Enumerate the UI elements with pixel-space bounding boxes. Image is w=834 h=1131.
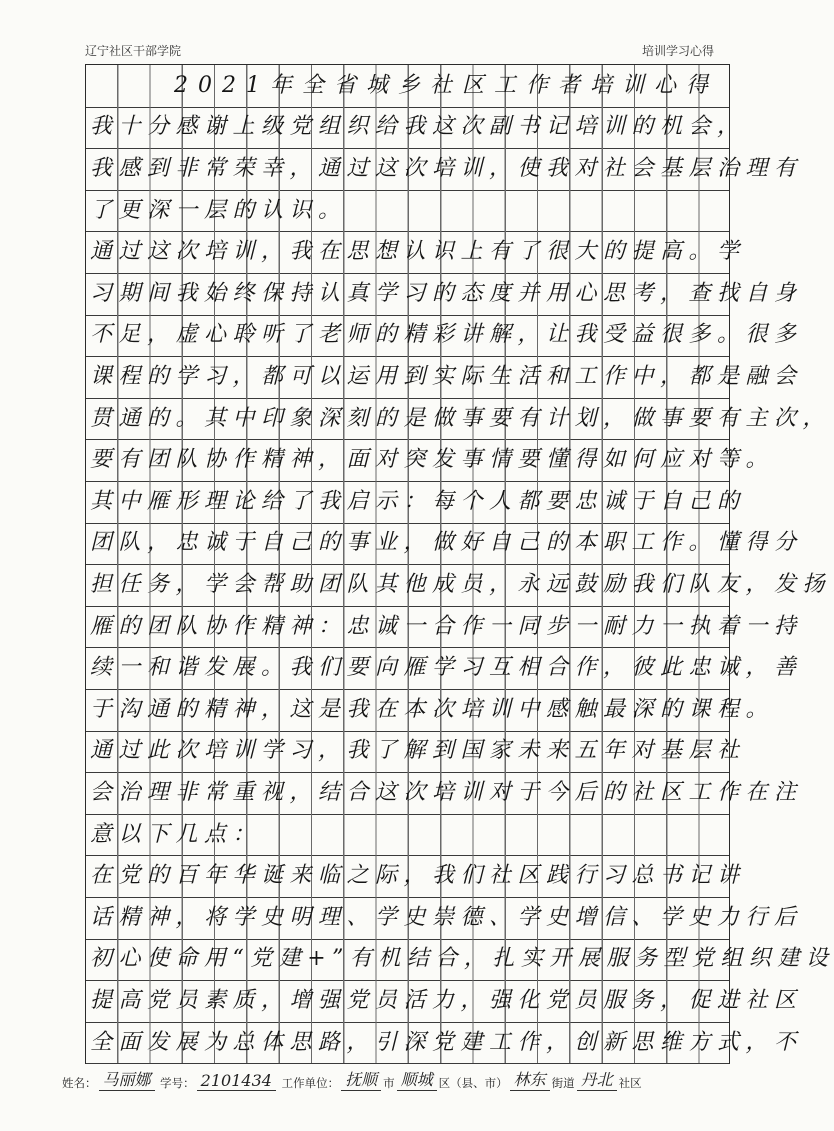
street-label: 街道 <box>551 1076 575 1090</box>
school-name: 辽宁社区干部学院 <box>85 44 182 58</box>
text-line <box>86 647 803 690</box>
text-line <box>86 606 803 649</box>
line-text: 在党的百年华诞来临之际，我们社区践行习总书记讲 <box>90 863 746 889</box>
line-text: 团队，忠诚于自己的事业，做好自己的本职工作。懂得分 <box>90 530 803 556</box>
line-text: 其中雁形理论给了我启示：每个人都要忠诚于自己的 <box>90 488 746 514</box>
line-text: 会治理非常重视，结合这次培训对于今后的社区工作在注 <box>90 779 803 805</box>
text-line <box>86 897 803 940</box>
document-type: 培训学习心得 <box>641 44 714 58</box>
essay-title: 2021年全省城乡社区工作者培训心得 <box>174 72 718 98</box>
text-line <box>86 564 832 607</box>
text-line <box>86 190 729 233</box>
line-text: 话精神，将学史明理、学史崇德、学史增信、学史力行后 <box>90 904 803 930</box>
text-line <box>86 814 729 857</box>
line-text: 续一和谐发展。我们要向雁学习互相合作，彼此忠诚，善 <box>90 655 803 681</box>
line-text: 要有团队协作精神，面对突发事情要懂得如何应对等。 <box>90 447 775 473</box>
text-line <box>86 398 832 441</box>
text-line <box>86 731 746 774</box>
essay-title-row <box>86 65 729 108</box>
line-text: 担任务，学会帮助团队其他成员，永远鼓励我们队友，发扬 <box>90 571 832 597</box>
line-text: 了更深一层的认识。 <box>90 197 347 223</box>
id-label: 学号： <box>160 1076 195 1090</box>
name-label: 姓名： <box>62 1076 97 1090</box>
text-line <box>86 315 803 358</box>
text-line <box>86 980 803 1023</box>
page-header <box>85 40 714 64</box>
text-line <box>86 772 803 815</box>
line-text: 课程的学习，都可以运用到实际生活和工作中，都是融会 <box>90 363 803 389</box>
text-line <box>86 481 746 524</box>
line-text: 意以下几点： <box>90 821 262 847</box>
text-line <box>86 855 746 898</box>
text-line <box>86 148 803 191</box>
text-line <box>86 231 746 274</box>
line-text: 通过此次培训学习，我了解到国家未来五年对基层社 <box>90 738 746 764</box>
text-line <box>86 1022 803 1065</box>
line-text: 全面发展为总体思路，引深党建工作，创新思维方式，不 <box>90 1029 803 1055</box>
name-value: 马丽娜 <box>99 1067 155 1091</box>
community-value: 丹北 <box>577 1067 617 1091</box>
district-value: 顺城 <box>397 1067 437 1091</box>
city-value: 抚顺 <box>341 1067 381 1091</box>
line-text: 贯通的。其中印象深刻的是做事要有计划，做事要有主次， <box>90 405 832 431</box>
line-text: 通过这次培训，我在思想认识上有了很大的提高。学 <box>90 239 746 265</box>
line-text: 初心使命用“党建+”有机结合，扎实开展服务型党组织建设 <box>90 946 834 972</box>
text-line <box>86 523 803 566</box>
district-label: 区（县、市） <box>438 1076 508 1090</box>
city-label: 市 <box>383 1076 395 1090</box>
text-line <box>86 939 834 982</box>
id-value: 2101434 <box>197 1071 276 1091</box>
line-text: 我感到非常荣幸，通过这次培训，使我对社会基层治理有 <box>90 155 803 181</box>
community-label: 社区 <box>618 1076 642 1090</box>
text-line <box>86 107 746 150</box>
line-text: 我十分感谢上级党组织给我这次副书记培训的机会， <box>90 114 746 140</box>
student-info-footer <box>62 1067 759 1091</box>
text-line <box>86 689 775 732</box>
text-line <box>86 439 775 482</box>
line-text: 习期间我始终保持认真学习的态度并用心思考，查找自身 <box>90 280 803 306</box>
line-text: 不足，虚心聆听了老师的精彩讲解，让我受益很多。很多 <box>90 322 803 348</box>
unit-label: 工作单位： <box>281 1076 340 1090</box>
line-text: 雁的团队协作精神：忠诚一合作一同步一耐力一执着一持 <box>90 613 803 639</box>
text-line <box>86 273 803 316</box>
line-text: 于沟通的精神，这是我在本次培训中感触最深的课程。 <box>90 696 775 722</box>
town-value: 林东 <box>510 1067 550 1091</box>
manuscript-grid <box>85 64 834 1064</box>
line-text: 提高党员素质，增强党员活力，强化党员服务，促进社区 <box>90 987 803 1013</box>
text-line <box>86 356 803 399</box>
